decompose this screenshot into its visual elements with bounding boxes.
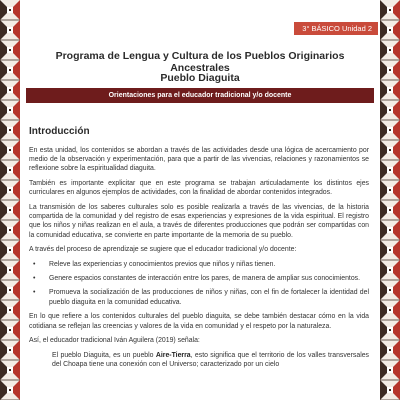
bullet-icon: • <box>33 275 36 283</box>
program-title: Programa de Lengua y Cultura de los Pueblos Originarios Ancestrales <box>55 50 345 74</box>
paragraph-5: En lo que refiere a los contenidos culturales del pueblo diaguita, se debe también destacar cómo en la vida cotidiana se reflejan las creencias y valores de la vida en comunidad y el respeto por la naturaleza. <box>29 313 369 330</box>
list-item <box>29 274 369 283</box>
bullet-list <box>29 260 369 307</box>
quote-bold: Aire-Tierra <box>155 351 191 359</box>
diaguita-pattern-icon <box>380 0 400 400</box>
paragraph-1: En esta unidad, los contenidos se abordan a través de las actividades desde una lógica de acercamiento por medio de la observación y experimentación, para que a partir de las vivencias, relaciones y razonamientos se reflexione sobre la espiritualidad diaguita. <box>29 147 369 173</box>
list-item <box>29 260 369 269</box>
list-item-text: Genere espacios constantes de interacción entre los pares, de manera de ampliar sus conocimientos. <box>49 275 361 283</box>
diaguita-pattern-icon <box>0 0 20 400</box>
grade-unit-badge: 3° BÁSICO Unidad 2 <box>294 22 378 35</box>
bullet-icon: • <box>33 261 36 269</box>
list-item-text: Promueva la socialización de las producciones de niños y niñas, con el fin de fortalecer la identidad del pueblo diaguita en la comunidad educativa. <box>49 289 369 306</box>
left-decorative-border <box>0 0 20 400</box>
paragraph-4: A través del proceso de aprendizaje se sugiere que el educador tradicional y/o docente: <box>29 246 297 254</box>
bullet-icon: • <box>33 289 36 297</box>
quote-start: El pueblo Diaguita, es un pueblo <box>52 351 156 359</box>
paragraph-6: Así, el educador tradicional Iván Aguilera (2019) señala: <box>29 337 200 345</box>
paragraph-3: La transmisión de los saberes culturales solo es posible realizarla a través de las vivencias, de la historia compartida de la comunidad y del registro de esas experiencias y expresiones de la vida espiritual. El registro que los niños y niñas realizan en el aula, a través de diferentes producciones que podrán ser compartidas con la comunidad educativa, se convierte en parte importante de la memoria de su pueblo. <box>29 204 369 239</box>
intro-content <box>29 146 369 375</box>
list-item <box>29 288 369 306</box>
intro-heading: Introducción <box>29 126 90 137</box>
list-item-text: Releve las experiencias y conocimientos previos que niños y niñas tienen. <box>49 261 276 269</box>
section-bar: Orientaciones para el educador tradicional y/o docente <box>26 88 374 103</box>
people-title: Pueblo Diaguita <box>160 72 240 84</box>
quote-rest: , esto significa que el territorio de los valles transversales del Choapa tiene una conexión con el Universo; caracterizado por un cielo <box>52 351 370 369</box>
quote-block <box>29 351 369 369</box>
paragraph-2: También es importante explicitar que en este programa se trabajan articuladamente los distintos ejes curriculares en algunos ejemplos de actividades, con la finalidad de abordar contenidos integrados. <box>29 180 369 197</box>
right-decorative-border <box>380 0 400 400</box>
